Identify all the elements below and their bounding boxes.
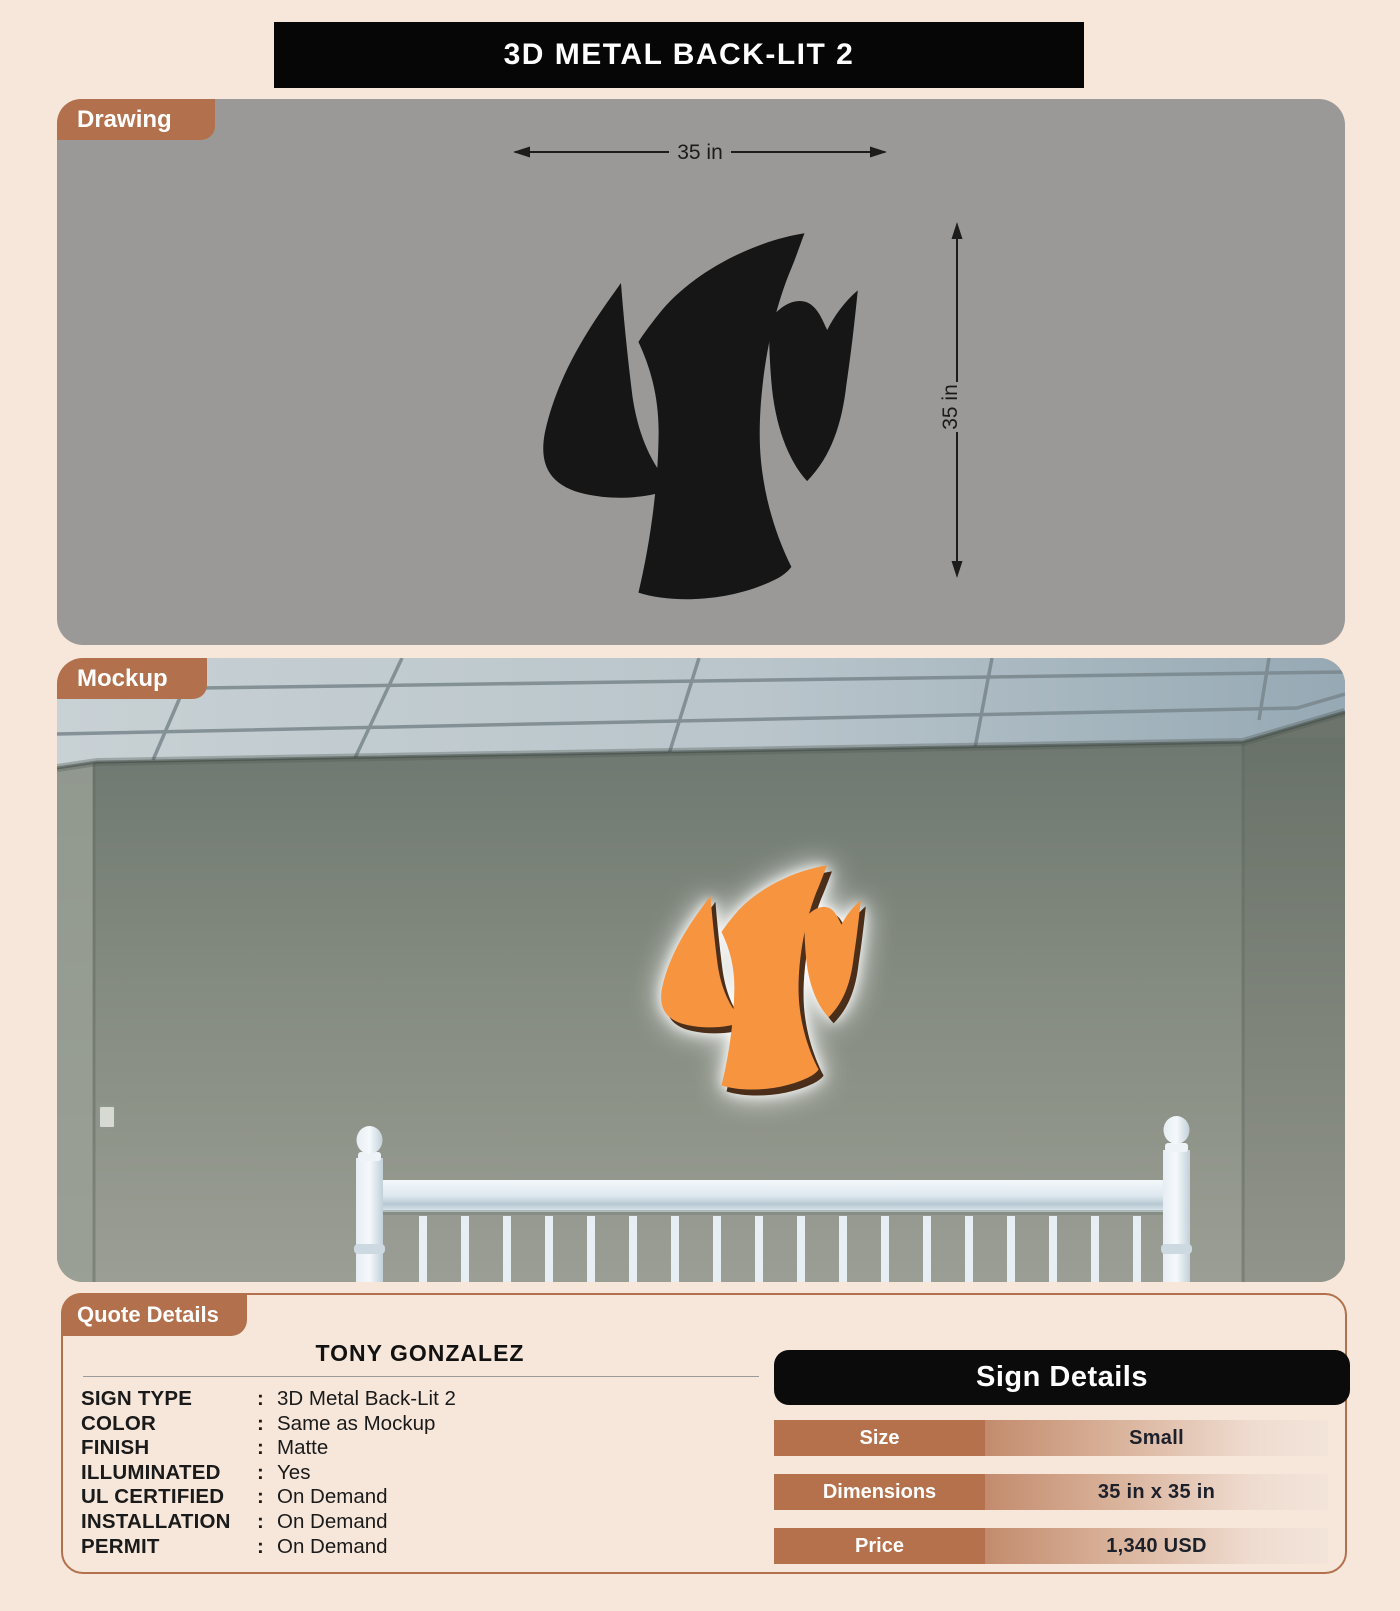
field-value: 3D Metal Back-Lit 2 xyxy=(277,1387,456,1410)
field-value: Same as Mockup xyxy=(277,1411,436,1435)
quote-field-row xyxy=(81,1485,759,1510)
size-value: Small xyxy=(985,1420,1328,1456)
quote-details-tab-label: Quote Details xyxy=(77,1301,219,1327)
quote-field-row xyxy=(81,1461,759,1486)
light-switch xyxy=(99,1106,115,1128)
field-value: On Demand xyxy=(277,1485,388,1509)
mockup-tab xyxy=(57,658,207,699)
railing-rail xyxy=(369,1180,1176,1212)
field-label: UL CERTIFIED xyxy=(81,1485,225,1509)
height-arrow-bottom xyxy=(952,561,963,578)
drawing-panel xyxy=(57,99,1345,645)
quote-field-row xyxy=(81,1412,759,1437)
field-colon: : xyxy=(257,1534,264,1558)
sign-details-row-size xyxy=(774,1420,1328,1456)
field-colon: : xyxy=(257,1460,264,1484)
width-arrow-left xyxy=(513,147,530,158)
field-label: PERMIT xyxy=(81,1534,160,1558)
price-value: 1,340 USD xyxy=(985,1528,1328,1564)
sign-details-table xyxy=(774,1350,1350,1557)
height-arrow-top xyxy=(952,222,963,239)
quote-field-row xyxy=(81,1387,759,1412)
field-label: FINISH xyxy=(81,1436,150,1460)
quote-field-row xyxy=(81,1510,759,1535)
field-value: On Demand xyxy=(277,1534,388,1558)
dimensions-value: 35 in x 35 in xyxy=(985,1474,1328,1510)
quote-info xyxy=(81,1340,759,1559)
field-label: ILLUMINATED xyxy=(81,1460,221,1484)
quote-details-tab xyxy=(61,1293,247,1336)
quote-details-panel xyxy=(61,1293,1347,1574)
sign-details-row-dimensions xyxy=(774,1474,1328,1510)
width-arrow-right xyxy=(870,147,887,158)
field-label: COLOR xyxy=(81,1411,157,1435)
mockup-panel xyxy=(57,658,1345,1282)
field-label: SIGN TYPE xyxy=(81,1387,193,1410)
field-value: Matte xyxy=(277,1436,329,1460)
customer-name: TONY GONZALEZ xyxy=(315,1340,525,1366)
drawing-tab xyxy=(57,99,215,140)
dimension-annotations xyxy=(57,99,1345,645)
quote-field-row xyxy=(81,1535,759,1560)
field-label: INSTALLATION xyxy=(81,1509,231,1533)
wall-left-strip xyxy=(57,762,93,1282)
sign-logo-mockup xyxy=(640,853,873,1090)
size-label: Size xyxy=(774,1420,985,1456)
field-colon: : xyxy=(257,1387,264,1410)
field-colon: : xyxy=(257,1509,264,1533)
sign-details-header xyxy=(774,1350,1350,1405)
page-title-banner xyxy=(274,22,1084,88)
width-dimension-label: 35 in xyxy=(677,141,723,164)
wall-right-face xyxy=(1243,712,1345,1282)
mockup-tab-label: Mockup xyxy=(77,664,168,692)
field-colon: : xyxy=(257,1485,264,1509)
quote-fields xyxy=(81,1387,759,1559)
name-divider xyxy=(83,1376,759,1377)
page-title: 3D METAL BACK-LIT 2 xyxy=(503,38,855,71)
height-dimension-label: 35 in xyxy=(939,384,962,430)
field-colon: : xyxy=(257,1411,264,1435)
field-value: On Demand xyxy=(277,1509,388,1533)
quote-field-row xyxy=(81,1436,759,1461)
dimensions-label: Dimensions xyxy=(774,1474,985,1510)
price-label: Price xyxy=(774,1528,985,1564)
field-colon: : xyxy=(257,1436,264,1460)
drawing-tab-label: Drawing xyxy=(77,105,172,133)
sign-details-title: Sign Details xyxy=(976,1361,1148,1393)
field-value: Yes xyxy=(277,1460,311,1484)
sign-details-row-price xyxy=(774,1528,1328,1564)
